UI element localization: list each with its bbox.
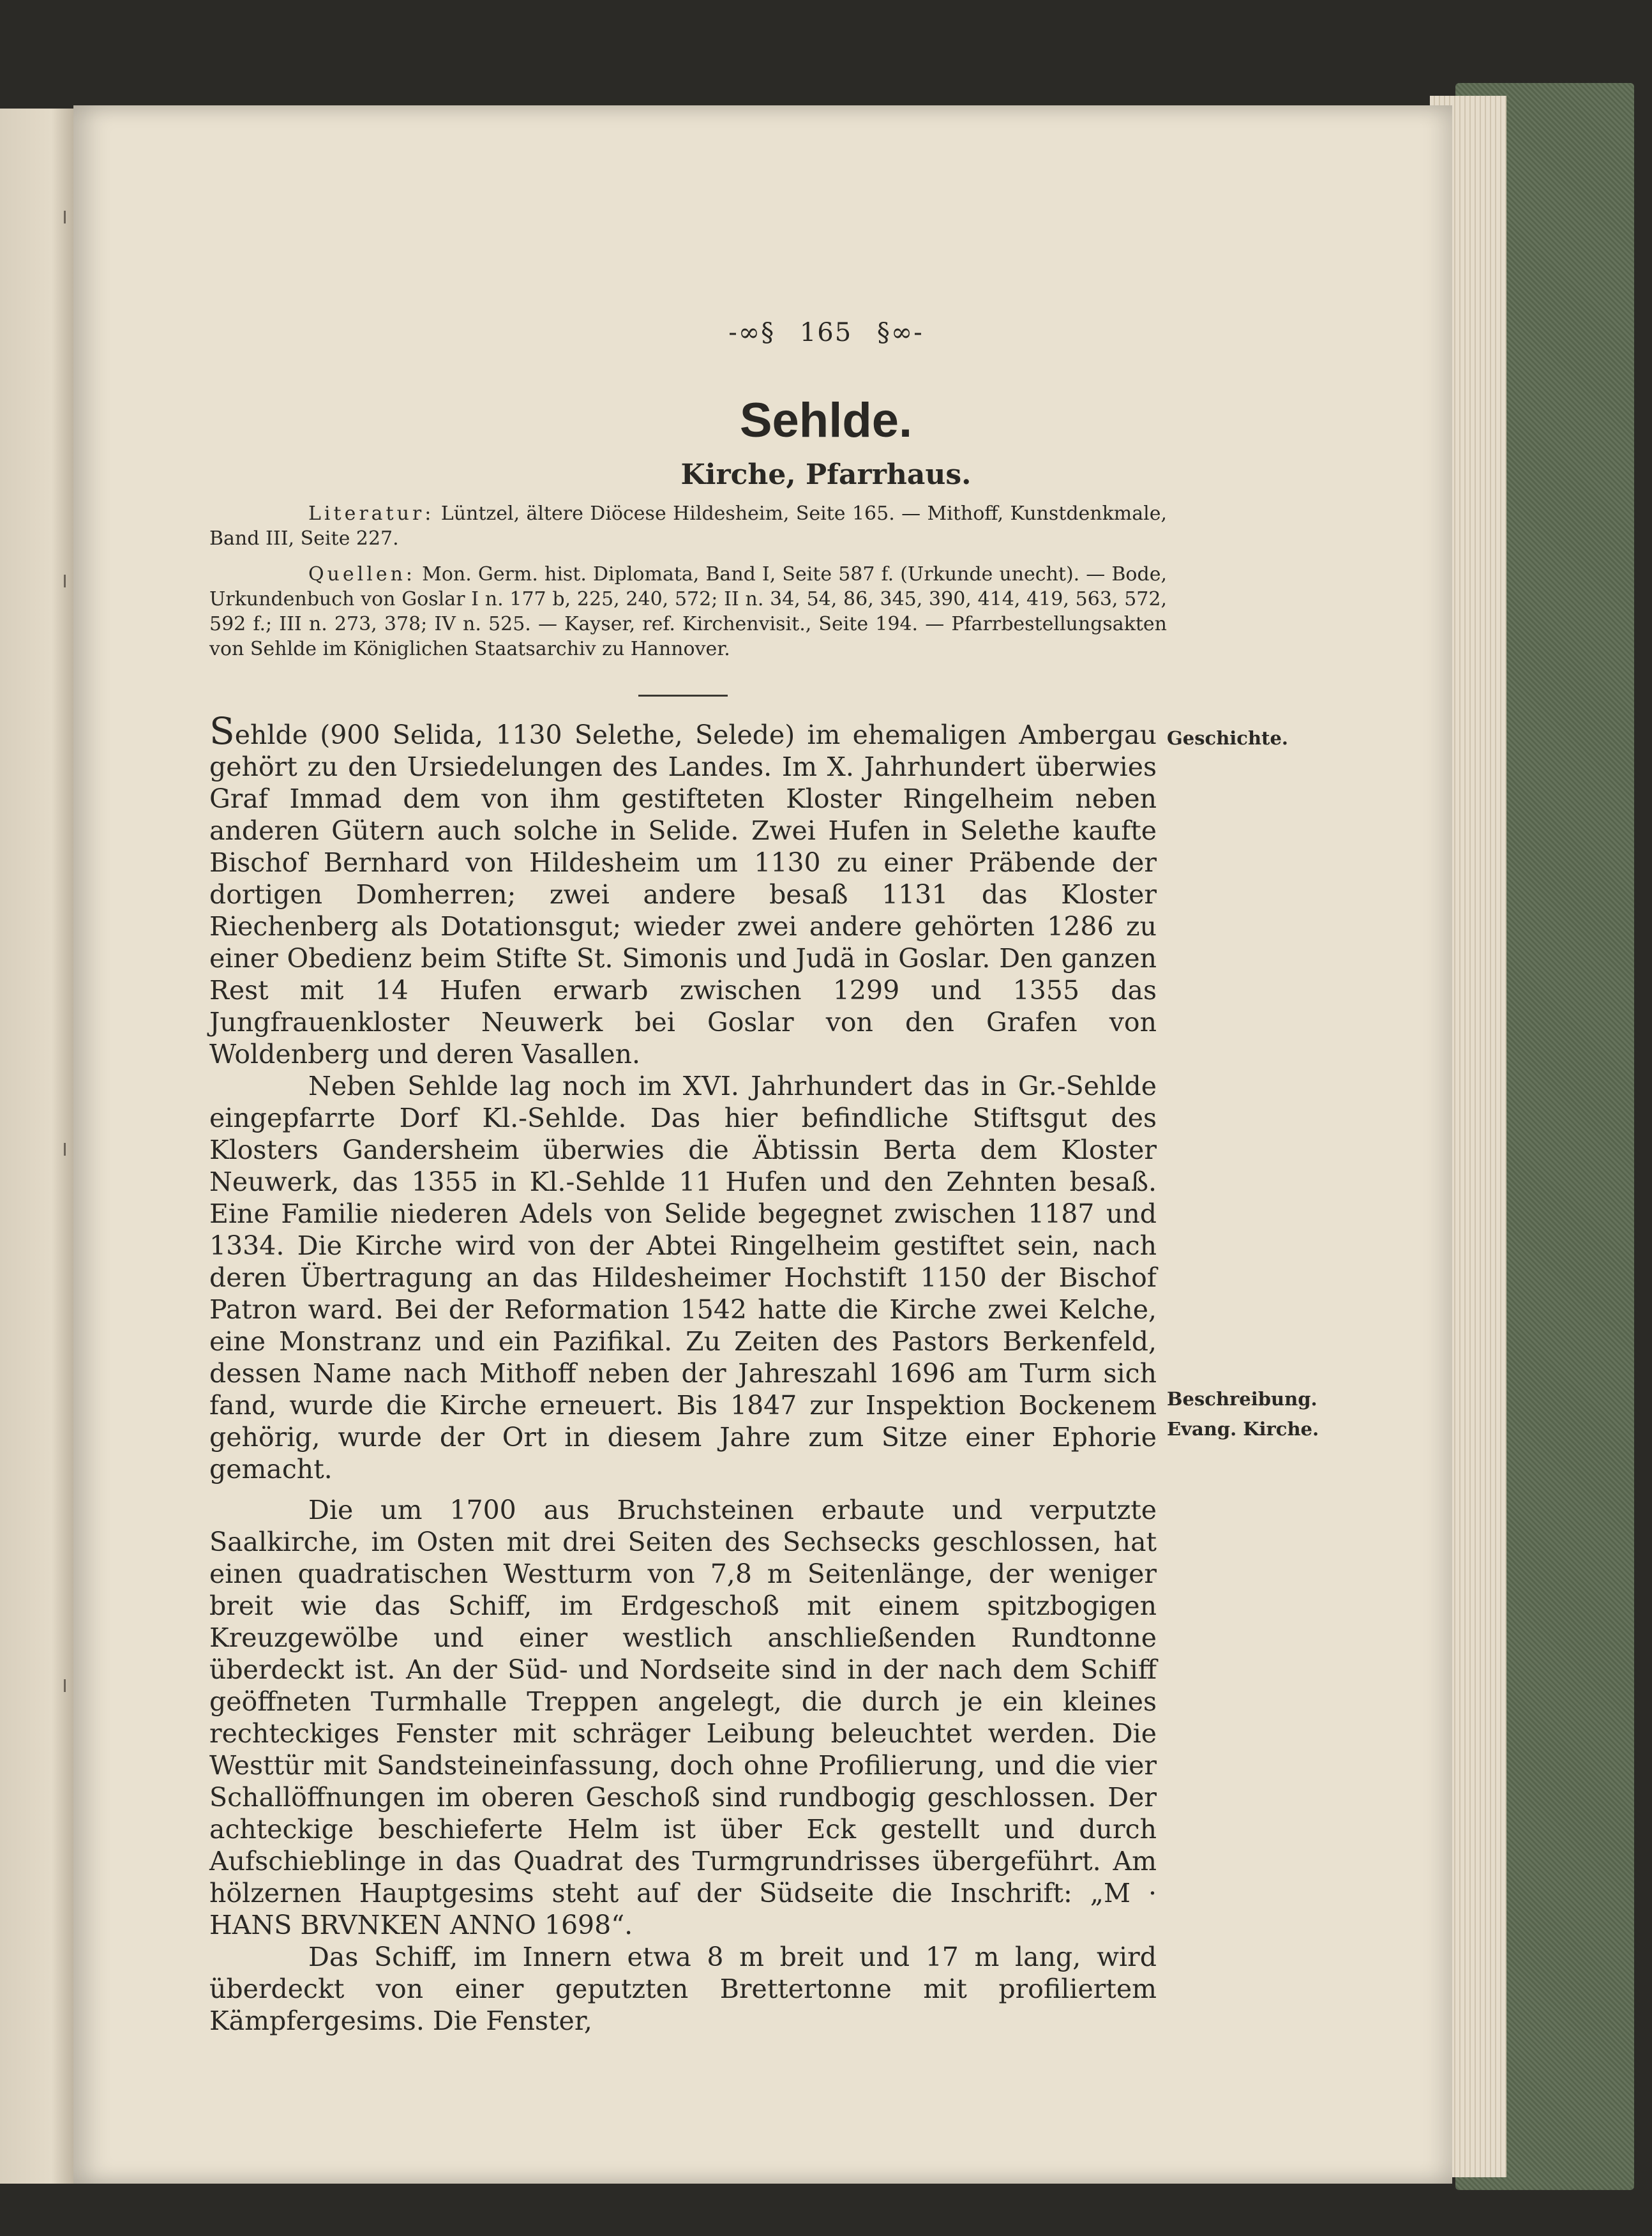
edge-mark [64, 211, 66, 223]
page-title: Sehlde. [739, 393, 913, 448]
paragraph-kl-sehlde: Neben Sehlde lag noch im XVI. Jahrhundert das in Gr.-Sehlde eingepfarrte Dorf Kl.-Sehlde. Das hier befindliche Stiftsgut des Klosters Gandersheim überwies die Äbtissin Berta dem Kloster Neuwerk, das 1355 in Kl.-Sehlde 11 Hufen und den Zehnten besaß. Eine Familie niederen Adels von Selide begegnet zwischen 1187 und 1334. Die Kirche wird von der Abtei Ringelheim gestiftet sein, nach deren Übertragung an das Hildesheimer Hochstift 1150 der Bischof Patron ward. Bei der Reformation 1542 hatte die Kirche zwei Kelche, eine Monstranz und ein Pazifikal. Zu Zeiten des Pastors Berkenfeld, dessen Name nach Mithoff neben der Jahreszahl 1696 am Turm sich fand, wurde die Kirche erneuert. Bis 1847 zur Inspektion Bockenem gehörig, wurde der Ort in diesem Jahre zum Sitze einer Ephorie gemacht. [209, 1071, 1157, 1484]
page-number-ornament-right: §∞- [876, 318, 924, 347]
literature-reference [209, 501, 1167, 551]
margin-note-geschichte: Geschichte. [1167, 727, 1288, 749]
page-number-ornament-left: -∞§ [728, 318, 776, 347]
paragraph-nave: Das Schiff, im Innern etwa 8 m breit und 17 m lang, wird überdeckt von einer geputzten Brettertonne mit profiliertem Kämpfergesims. Die Fenster, [209, 1942, 1157, 2036]
section-divider [638, 695, 728, 697]
page-number [0, 318, 1652, 347]
paragraph-history-text: ehlde (900 Selida, 1130 Selethe, Selede) im ehemaligen Ambergau gehört zu den Ursiedelungen des Landes. Im X. Jahrhundert überwies Graf Immad dem von ihm gestifteten Kloster Ringelheim neben anderen Gütern auch solche in Selide. Zwei Hufen in Selethe kaufte Bischof Bernhard von Hildesheim um 1130 zu einer Präbende der dortigen Domherren; zwei andere besaß 1131 das Kloster Riechenberg als Dotationsgut; wieder zwei andere gehörten 1286 zu einer Obedienz beim Stifte St. Simonis und Judä in Goslar. Den ganzen Rest mit 14 Hufen erwarb zwischen 1299 und 1355 das Jungfrauenkloster Neuwerk bei Goslar von den Grafen von Woldenberg und deren Vasallen. [209, 720, 1157, 1069]
margin-note-beschreibung: Beschreibung. [1167, 1388, 1318, 1410]
paragraph-description: Die um 1700 aus Bruchsteinen erbaute und verputzte Saalkirche, im Osten mit drei Seiten des Sechsecks geschlossen, hat einen quadratischen Westturm von 7,8 m Seitenlänge, der weniger breit wie das Schiff, im Erdgeschoß mit einem spitzbogigen Kreuzgewölbe und einer westlich anschließenden Rundtonne überdeckt ist. An der Süd- und Nordseite sind in der nach dem Schiff geöffneten Turmhalle Treppen angelegt, die durch je ein kleines rechteckiges Fenster mit schräger Leibung beleuchtet werden. Die Westtür mit Sandsteineinfassung, doch ohne Profilierung, und die vier Schallöffnungen im oberen Geschoß sind rundbogig geschlossen. Der achteckige beschieferte Helm ist über Eck gestellt und durch Aufschieblinge in das Quadrat des Turmgrundrisses übergeführt. Am hölzernen Hauptgesims steht auf der Südseite die Inschrift: „M · HANS BRVNKEN ANNO 1698“. [209, 1495, 1157, 1940]
drop-cap: S [209, 709, 235, 753]
margin-note-evang-kirche: Evang. Kirche. [1167, 1418, 1319, 1440]
literatur-label: Literatur: [308, 502, 435, 525]
edge-mark [64, 1143, 66, 1156]
paragraph-history [209, 709, 1157, 1070]
edge-mark [64, 575, 66, 587]
quellen-label: Quellen: [308, 563, 416, 585]
quellen-text: Mon. Germ. hist. Diplomata, Band I, Seite 587 f. (Urkunde unecht). — Bode, Urkundenbuch von Goslar I n. 177 b, 225, 240, 572; II n. 34, 54, 86, 345, 390, 414, 419, 563, 572, 592 f.; III n. 273, 378; IV n. 525. — Kayser, ref. Kirchenvisit., Seite 194. — Pfarrbestellungsakten von Sehlde im Königlichen Staatsarchiv zu Hannover. [209, 563, 1167, 660]
edge-mark [64, 1679, 66, 1692]
sources-reference [209, 562, 1167, 661]
page-number-value: 165 [799, 318, 853, 347]
body-text [209, 709, 1157, 2037]
page-subtitle: Kirche, Pfarrhaus. [680, 458, 972, 491]
literatur-text: Lüntzel, ältere Diöcese Hildesheim, Seite 165. — Mithoff, Kunstdenkmale, Band III, Seite 227. [209, 502, 1167, 550]
